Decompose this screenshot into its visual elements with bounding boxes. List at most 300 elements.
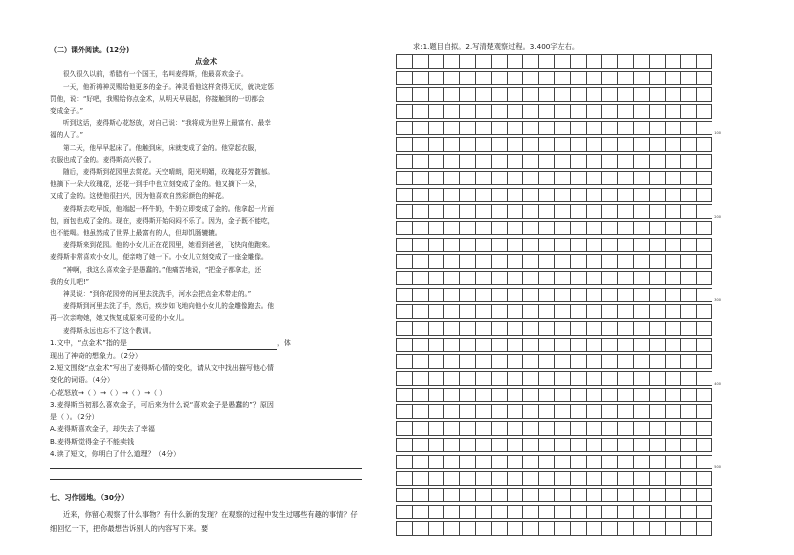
grid-cell[interactable] xyxy=(633,54,649,69)
grid-cell[interactable] xyxy=(554,154,570,169)
grid-cell[interactable] xyxy=(396,221,412,236)
grid-row[interactable] xyxy=(396,254,712,269)
grid-cell[interactable] xyxy=(601,471,617,486)
grid-cell[interactable] xyxy=(680,371,696,386)
grid-cell[interactable] xyxy=(680,471,696,486)
grid-cell[interactable] xyxy=(491,388,507,403)
grid-cell[interactable] xyxy=(507,204,523,219)
grid-cell[interactable] xyxy=(491,321,507,336)
grid-cell[interactable] xyxy=(586,254,602,269)
grid-cell[interactable] xyxy=(570,338,586,353)
grid-cell[interactable] xyxy=(538,521,554,536)
grid-cell[interactable] xyxy=(617,221,633,236)
grid-cell[interactable] xyxy=(428,171,444,186)
grid-cell[interactable] xyxy=(617,304,633,319)
grid-cell[interactable] xyxy=(680,271,696,286)
grid-cell[interactable] xyxy=(396,271,412,286)
grid-cell[interactable] xyxy=(459,137,475,152)
grid-cell[interactable] xyxy=(633,154,649,169)
grid-cell[interactable] xyxy=(522,87,538,102)
grid-cell[interactable] xyxy=(617,455,633,470)
grid-cell[interactable] xyxy=(633,438,649,453)
grid-cell[interactable] xyxy=(396,121,412,136)
grid-cell[interactable] xyxy=(428,521,444,536)
grid-cell[interactable] xyxy=(396,421,412,436)
grid-cell[interactable] xyxy=(649,304,665,319)
grid-cell[interactable] xyxy=(507,254,523,269)
grid-cell[interactable] xyxy=(538,488,554,503)
grid-cell[interactable] xyxy=(586,54,602,69)
grid-cell[interactable] xyxy=(538,154,554,169)
grid-cell[interactable] xyxy=(570,388,586,403)
grid-cell[interactable] xyxy=(396,254,412,269)
grid-cell[interactable] xyxy=(633,137,649,152)
grid-cell[interactable] xyxy=(633,455,649,470)
grid-cell[interactable] xyxy=(396,471,412,486)
grid-cell[interactable] xyxy=(443,488,459,503)
grid-cell[interactable] xyxy=(586,87,602,102)
grid-cell[interactable] xyxy=(617,505,633,520)
grid-cell[interactable] xyxy=(601,154,617,169)
grid-cell[interactable] xyxy=(475,221,491,236)
grid-cell[interactable] xyxy=(428,121,444,136)
grid-cell[interactable] xyxy=(491,271,507,286)
grid-cell[interactable] xyxy=(538,354,554,369)
grid-cell[interactable] xyxy=(396,54,412,69)
grid-cell[interactable] xyxy=(428,304,444,319)
grid-cell[interactable] xyxy=(696,288,712,303)
grid-cell[interactable] xyxy=(680,254,696,269)
grid-cell[interactable] xyxy=(412,271,428,286)
grid-cell[interactable] xyxy=(428,288,444,303)
grid-cell[interactable] xyxy=(586,388,602,403)
grid-cell[interactable] xyxy=(507,421,523,436)
grid-cell[interactable] xyxy=(649,321,665,336)
grid-cell[interactable] xyxy=(570,221,586,236)
grid-cell[interactable] xyxy=(491,154,507,169)
grid-cell[interactable] xyxy=(396,204,412,219)
grid-cell[interactable] xyxy=(665,87,681,102)
grid-cell[interactable] xyxy=(443,87,459,102)
grid-cell[interactable] xyxy=(554,488,570,503)
grid-cell[interactable] xyxy=(412,104,428,119)
grid-cell[interactable] xyxy=(507,121,523,136)
grid-cell[interactable] xyxy=(491,488,507,503)
grid-cell[interactable] xyxy=(459,404,475,419)
grid-cell[interactable] xyxy=(601,204,617,219)
grid-cell[interactable] xyxy=(412,71,428,86)
answer-blank[interactable] xyxy=(127,337,277,350)
grid-cell[interactable] xyxy=(475,104,491,119)
grid-cell[interactable] xyxy=(649,154,665,169)
grid-cell[interactable] xyxy=(507,54,523,69)
grid-cell[interactable] xyxy=(665,354,681,369)
grid-cell[interactable] xyxy=(665,505,681,520)
grid-cell[interactable] xyxy=(696,455,712,470)
grid-cell[interactable] xyxy=(538,104,554,119)
grid-cell[interactable] xyxy=(570,304,586,319)
grid-cell[interactable] xyxy=(680,388,696,403)
grid-cell[interactable] xyxy=(570,87,586,102)
grid-cell[interactable] xyxy=(649,488,665,503)
grid-cell[interactable] xyxy=(633,471,649,486)
grid-cell[interactable] xyxy=(570,204,586,219)
grid-cell[interactable] xyxy=(507,288,523,303)
grid-cell[interactable] xyxy=(459,488,475,503)
grid-cell[interactable] xyxy=(522,54,538,69)
grid-cell[interactable] xyxy=(617,188,633,203)
grid-cell[interactable] xyxy=(522,421,538,436)
grid-cell[interactable] xyxy=(396,238,412,253)
grid-cell[interactable] xyxy=(522,304,538,319)
grid-cell[interactable] xyxy=(491,87,507,102)
grid-cell[interactable] xyxy=(586,238,602,253)
grid-cell[interactable] xyxy=(428,271,444,286)
grid-cell[interactable] xyxy=(586,121,602,136)
grid-cell[interactable] xyxy=(412,404,428,419)
grid-cell[interactable] xyxy=(665,154,681,169)
grid-row[interactable] xyxy=(396,438,712,453)
grid-cell[interactable] xyxy=(491,438,507,453)
grid-cell[interactable] xyxy=(507,388,523,403)
grid-cell[interactable] xyxy=(428,137,444,152)
grid-cell[interactable] xyxy=(570,321,586,336)
grid-cell[interactable] xyxy=(617,204,633,219)
grid-cell[interactable] xyxy=(412,455,428,470)
grid-cell[interactable] xyxy=(428,221,444,236)
grid-cell[interactable] xyxy=(475,321,491,336)
grid-cell[interactable] xyxy=(617,338,633,353)
grid-cell[interactable] xyxy=(459,154,475,169)
grid-cell[interactable] xyxy=(554,521,570,536)
grid-cell[interactable] xyxy=(665,188,681,203)
grid-cell[interactable] xyxy=(491,221,507,236)
grid-cell[interactable] xyxy=(428,404,444,419)
grid-cell[interactable] xyxy=(601,254,617,269)
grid-cell[interactable] xyxy=(412,254,428,269)
grid-cell[interactable] xyxy=(570,354,586,369)
grid-cell[interactable] xyxy=(554,271,570,286)
grid-row[interactable] xyxy=(396,338,712,353)
grid-cell[interactable] xyxy=(396,304,412,319)
grid-cell[interactable] xyxy=(412,421,428,436)
grid-cell[interactable] xyxy=(491,104,507,119)
grid-cell[interactable] xyxy=(570,271,586,286)
grid-cell[interactable] xyxy=(443,238,459,253)
grid-cell[interactable] xyxy=(507,71,523,86)
grid-cell[interactable] xyxy=(601,354,617,369)
grid-cell[interactable] xyxy=(696,321,712,336)
grid-row[interactable] xyxy=(396,471,712,486)
grid-cell[interactable] xyxy=(507,471,523,486)
grid-cell[interactable] xyxy=(538,87,554,102)
grid-cell[interactable] xyxy=(680,154,696,169)
grid-cell[interactable] xyxy=(665,388,681,403)
grid-cell[interactable] xyxy=(633,488,649,503)
grid-cell[interactable] xyxy=(475,388,491,403)
grid-cell[interactable] xyxy=(396,321,412,336)
grid-cell[interactable] xyxy=(428,471,444,486)
grid-row[interactable] xyxy=(396,188,712,203)
grid-cell[interactable] xyxy=(412,288,428,303)
grid-cell[interactable] xyxy=(538,204,554,219)
grid-cell[interactable] xyxy=(396,137,412,152)
grid-cell[interactable] xyxy=(443,505,459,520)
grid-cell[interactable] xyxy=(475,254,491,269)
grid-cell[interactable] xyxy=(586,188,602,203)
grid-row[interactable] xyxy=(396,455,721,470)
grid-cell[interactable] xyxy=(459,104,475,119)
grid-cell[interactable] xyxy=(617,121,633,136)
grid-cell[interactable] xyxy=(491,238,507,253)
grid-cell[interactable] xyxy=(665,171,681,186)
grid-cell[interactable] xyxy=(459,304,475,319)
grid-cell[interactable] xyxy=(696,505,712,520)
grid-cell[interactable] xyxy=(475,188,491,203)
grid-cell[interactable] xyxy=(491,254,507,269)
grid-cell[interactable] xyxy=(649,438,665,453)
grid-cell[interactable] xyxy=(459,87,475,102)
grid-cell[interactable] xyxy=(428,421,444,436)
grid-row[interactable] xyxy=(396,321,712,336)
grid-cell[interactable] xyxy=(649,421,665,436)
grid-cell[interactable] xyxy=(507,137,523,152)
grid-cell[interactable] xyxy=(396,505,412,520)
grid-row[interactable] xyxy=(396,304,712,319)
grid-cell[interactable] xyxy=(554,371,570,386)
grid-cell[interactable] xyxy=(491,505,507,520)
grid-cell[interactable] xyxy=(649,388,665,403)
grid-cell[interactable] xyxy=(491,521,507,536)
grid-cell[interactable] xyxy=(396,71,412,86)
grid-cell[interactable] xyxy=(428,188,444,203)
grid-cell[interactable] xyxy=(507,87,523,102)
grid-cell[interactable] xyxy=(649,404,665,419)
grid-cell[interactable] xyxy=(680,321,696,336)
grid-cell[interactable] xyxy=(443,471,459,486)
grid-cell[interactable] xyxy=(475,354,491,369)
grid-cell[interactable] xyxy=(649,271,665,286)
grid-cell[interactable] xyxy=(633,338,649,353)
grid-cell[interactable] xyxy=(586,221,602,236)
grid-cell[interactable] xyxy=(428,238,444,253)
grid-cell[interactable] xyxy=(428,71,444,86)
grid-cell[interactable] xyxy=(443,221,459,236)
grid-row[interactable] xyxy=(396,71,712,86)
grid-cell[interactable] xyxy=(475,54,491,69)
grid-cell[interactable] xyxy=(696,388,712,403)
grid-cell[interactable] xyxy=(586,354,602,369)
grid-cell[interactable] xyxy=(522,388,538,403)
grid-cell[interactable] xyxy=(680,338,696,353)
grid-cell[interactable] xyxy=(491,371,507,386)
grid-cell[interactable] xyxy=(396,338,412,353)
grid-cell[interactable] xyxy=(665,421,681,436)
grid-cell[interactable] xyxy=(586,438,602,453)
grid-cell[interactable] xyxy=(412,304,428,319)
grid-cell[interactable] xyxy=(649,121,665,136)
grid-cell[interactable] xyxy=(680,288,696,303)
grid-cell[interactable] xyxy=(554,288,570,303)
grid-cell[interactable] xyxy=(396,288,412,303)
grid-cell[interactable] xyxy=(443,321,459,336)
grid-cell[interactable] xyxy=(649,204,665,219)
grid-cell[interactable] xyxy=(459,254,475,269)
grid-cell[interactable] xyxy=(696,121,712,136)
grid-cell[interactable] xyxy=(538,304,554,319)
grid-cell[interactable] xyxy=(649,254,665,269)
grid-cell[interactable] xyxy=(649,471,665,486)
grid-cell[interactable] xyxy=(475,471,491,486)
grid-cell[interactable] xyxy=(617,388,633,403)
grid-cell[interactable] xyxy=(601,121,617,136)
grid-cell[interactable] xyxy=(475,421,491,436)
grid-cell[interactable] xyxy=(633,204,649,219)
grid-cell[interactable] xyxy=(538,171,554,186)
grid-cell[interactable] xyxy=(475,288,491,303)
grid-cell[interactable] xyxy=(507,154,523,169)
grid-cell[interactable] xyxy=(507,455,523,470)
grid-cell[interactable] xyxy=(412,188,428,203)
grid-cell[interactable] xyxy=(507,104,523,119)
grid-cell[interactable] xyxy=(459,521,475,536)
grid-cell[interactable] xyxy=(412,137,428,152)
grid-cell[interactable] xyxy=(396,371,412,386)
grid-row[interactable] xyxy=(396,221,712,236)
grid-cell[interactable] xyxy=(649,455,665,470)
grid-cell[interactable] xyxy=(507,505,523,520)
grid-cell[interactable] xyxy=(459,171,475,186)
grid-cell[interactable] xyxy=(680,505,696,520)
grid-cell[interactable] xyxy=(459,71,475,86)
grid-cell[interactable] xyxy=(554,471,570,486)
grid-cell[interactable] xyxy=(665,471,681,486)
grid-cell[interactable] xyxy=(443,154,459,169)
grid-cell[interactable] xyxy=(601,188,617,203)
grid-cell[interactable] xyxy=(428,321,444,336)
grid-cell[interactable] xyxy=(696,87,712,102)
grid-cell[interactable] xyxy=(633,505,649,520)
grid-cell[interactable] xyxy=(538,321,554,336)
grid-cell[interactable] xyxy=(665,488,681,503)
grid-cell[interactable] xyxy=(570,238,586,253)
grid-cell[interactable] xyxy=(665,54,681,69)
grid-row[interactable] xyxy=(396,154,712,169)
grid-cell[interactable] xyxy=(665,71,681,86)
grid-cell[interactable] xyxy=(554,321,570,336)
grid-cell[interactable] xyxy=(443,338,459,353)
grid-cell[interactable] xyxy=(696,171,712,186)
grid-cell[interactable] xyxy=(665,521,681,536)
grid-cell[interactable] xyxy=(680,438,696,453)
grid-cell[interactable] xyxy=(570,121,586,136)
grid-cell[interactable] xyxy=(617,71,633,86)
grid-cell[interactable] xyxy=(617,154,633,169)
grid-cell[interactable] xyxy=(443,71,459,86)
grid-cell[interactable] xyxy=(617,321,633,336)
grid-cell[interactable] xyxy=(601,388,617,403)
grid-cell[interactable] xyxy=(554,188,570,203)
grid-cell[interactable] xyxy=(412,87,428,102)
grid-cell[interactable] xyxy=(601,371,617,386)
grid-cell[interactable] xyxy=(617,137,633,152)
grid-cell[interactable] xyxy=(443,254,459,269)
grid-cell[interactable] xyxy=(443,121,459,136)
grid-cell[interactable] xyxy=(665,121,681,136)
grid-cell[interactable] xyxy=(696,254,712,269)
grid-cell[interactable] xyxy=(633,104,649,119)
grid-cell[interactable] xyxy=(696,421,712,436)
grid-cell[interactable] xyxy=(443,204,459,219)
grid-cell[interactable] xyxy=(649,521,665,536)
grid-cell[interactable] xyxy=(475,505,491,520)
grid-cell[interactable] xyxy=(507,438,523,453)
grid-cell[interactable] xyxy=(522,254,538,269)
grid-cell[interactable] xyxy=(412,121,428,136)
grid-cell[interactable] xyxy=(665,338,681,353)
grid-cell[interactable] xyxy=(491,455,507,470)
grid-cell[interactable] xyxy=(522,238,538,253)
grid-cell[interactable] xyxy=(601,521,617,536)
grid-cell[interactable] xyxy=(601,304,617,319)
grid-cell[interactable] xyxy=(538,404,554,419)
grid-cell[interactable] xyxy=(538,471,554,486)
grid-cell[interactable] xyxy=(459,54,475,69)
grid-cell[interactable] xyxy=(475,171,491,186)
grid-cell[interactable] xyxy=(396,438,412,453)
grid-cell[interactable] xyxy=(680,121,696,136)
grid-cell[interactable] xyxy=(428,505,444,520)
grid-cell[interactable] xyxy=(507,188,523,203)
grid-cell[interactable] xyxy=(412,388,428,403)
grid-cell[interactable] xyxy=(696,271,712,286)
grid-cell[interactable] xyxy=(601,104,617,119)
grid-cell[interactable] xyxy=(538,238,554,253)
grid-cell[interactable] xyxy=(665,288,681,303)
grid-cell[interactable] xyxy=(570,371,586,386)
grid-cell[interactable] xyxy=(475,438,491,453)
grid-cell[interactable] xyxy=(586,288,602,303)
grid-cell[interactable] xyxy=(665,404,681,419)
question-3-line2[interactable]: 是（ ）。（2分） xyxy=(50,413,99,422)
grid-cell[interactable] xyxy=(396,488,412,503)
grid-cell[interactable] xyxy=(491,404,507,419)
grid-cell[interactable] xyxy=(428,54,444,69)
grid-row[interactable] xyxy=(396,87,712,102)
grid-cell[interactable] xyxy=(475,204,491,219)
grid-cell[interactable] xyxy=(586,471,602,486)
grid-cell[interactable] xyxy=(665,271,681,286)
grid-cell[interactable] xyxy=(538,371,554,386)
grid-cell[interactable] xyxy=(491,471,507,486)
grid-cell[interactable] xyxy=(680,87,696,102)
grid-cell[interactable] xyxy=(649,104,665,119)
grid-cell[interactable] xyxy=(586,455,602,470)
grid-cell[interactable] xyxy=(586,338,602,353)
grid-cell[interactable] xyxy=(649,238,665,253)
grid-cell[interactable] xyxy=(554,71,570,86)
grid-cell[interactable] xyxy=(696,71,712,86)
grid-cell[interactable] xyxy=(617,471,633,486)
grid-cell[interactable] xyxy=(491,121,507,136)
grid-cell[interactable] xyxy=(696,371,712,386)
grid-cell[interactable] xyxy=(428,204,444,219)
grid-cell[interactable] xyxy=(507,371,523,386)
grid-cell[interactable] xyxy=(586,421,602,436)
grid-cell[interactable] xyxy=(554,354,570,369)
grid-cell[interactable] xyxy=(443,54,459,69)
grid-cell[interactable] xyxy=(396,354,412,369)
